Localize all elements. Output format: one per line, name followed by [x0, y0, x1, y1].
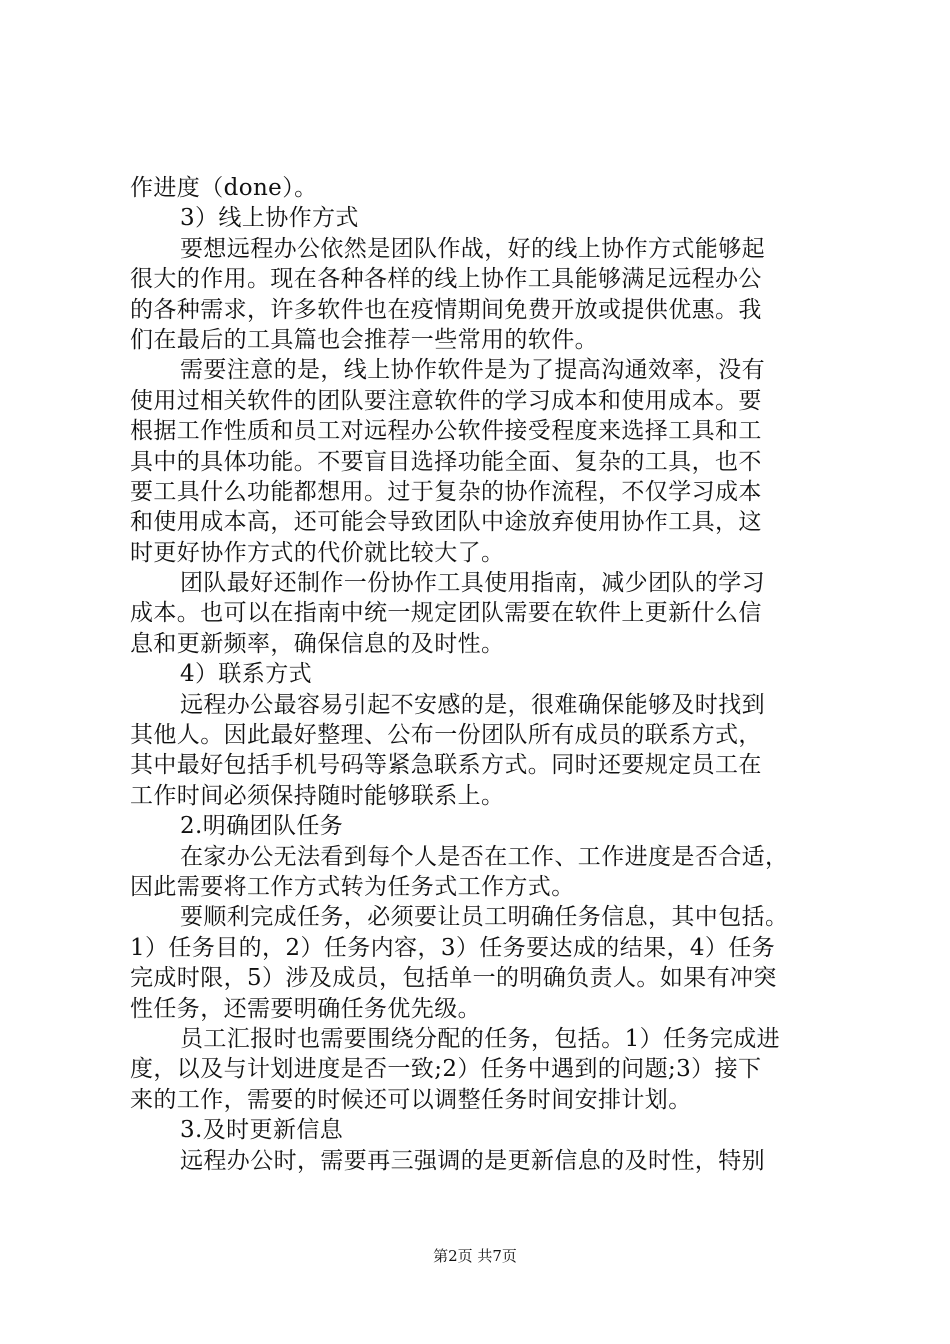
text-line: 1）任务目的，2）任务内容，3）任务要达成的结果，4）任务 [130, 934, 776, 961]
text-line: 2.明确团队任务 [180, 813, 344, 840]
text-line: 其他人。因此最好整理、公布一份团队所有成员的联系方式， [130, 722, 762, 749]
text-line: 和使用成本高，还可能会导致团队中途放弃使用协作工具，这 [130, 509, 762, 536]
text-line: 在家办公无法看到每个人是否在工作、工作进度是否合适， [180, 843, 789, 870]
text-line: 员工汇报时也需要围绕分配的任务，包括。1）任务完成进 [180, 1025, 781, 1052]
text-line: 很大的作用。现在各种各样的线上协作工具能够满足远程办公 [130, 266, 762, 293]
text-line: 要想远程办公依然是团队作战，好的线上协作方式能够起 [180, 235, 765, 262]
text-line: 使用过相关软件的团队要注意软件的学习成本和使用成本。要 [130, 387, 762, 414]
text-line: 其中最好包括手机号码等紧急联系方式。同时还要规定员工在 [130, 752, 762, 779]
text-line: 来的工作，需要的时候还可以调整任务时间安排计划。 [130, 1086, 692, 1113]
text-line: 成本。也可以在指南中统一规定团队需要在软件上更新什么信 [130, 600, 762, 627]
page-footer: 第2页 共7页 [433, 1247, 517, 1265]
text-line: 的各种需求，许多软件也在疫情期间免费开放或提供优惠。我 [130, 296, 762, 323]
text-line: 因此需要将工作方式转为任务式工作方式。 [130, 873, 575, 900]
text-line: 3）线上协作方式 [180, 205, 359, 232]
text-line: 要工具什么功能都想用。过于复杂的协作流程，不仅学习成本 [130, 478, 762, 505]
text-line: 要顺利完成任务，必须要让员工明确任务信息，其中包括。 [180, 904, 789, 931]
text-line: 性任务，还需要明确任务优先级。 [130, 995, 481, 1022]
text-line: 作进度（done）。 [130, 175, 318, 201]
text-line: 们在最后的工具篇也会推荐一些常用的软件。 [130, 326, 598, 353]
text-line: 远程办公最容易引起不安感的是，很难确保能够及时找到 [180, 691, 765, 718]
text-line: 需要注意的是，线上协作软件是为了提高沟通效率，没有 [180, 357, 765, 384]
document-body [130, 173, 835, 1176]
text-line: 时更好协作方式的代价就比较大了。 [130, 539, 505, 566]
text-line: 4）联系方式 [180, 661, 313, 688]
text-line: 息和更新频率，确保信息的及时性。 [130, 630, 505, 657]
text-line: 具中的具体功能。不要盲目选择功能全面、复杂的工具，也不 [130, 448, 762, 475]
text-line: 团队最好还制作一份协作工具使用指南，减少团队的学习 [180, 570, 765, 597]
text-line: 度，以及与计划进度是否一致;2）任务中遇到的问题;3）接下 [130, 1056, 762, 1083]
text-line: 3.及时更新信息 [180, 1117, 344, 1144]
text-line: 远程办公时，需要再三强调的是更新信息的及时性，特别 [180, 1147, 765, 1174]
text-line: 根据工作性质和员工对远程办公软件接受程度来选择工具和工 [130, 418, 762, 445]
text-line: 完成时限，5）涉及成员，包括单一的明确负责人。如果有冲突 [130, 965, 777, 992]
text-line: 工作时间必须保持随时能够联系上。 [130, 782, 505, 809]
